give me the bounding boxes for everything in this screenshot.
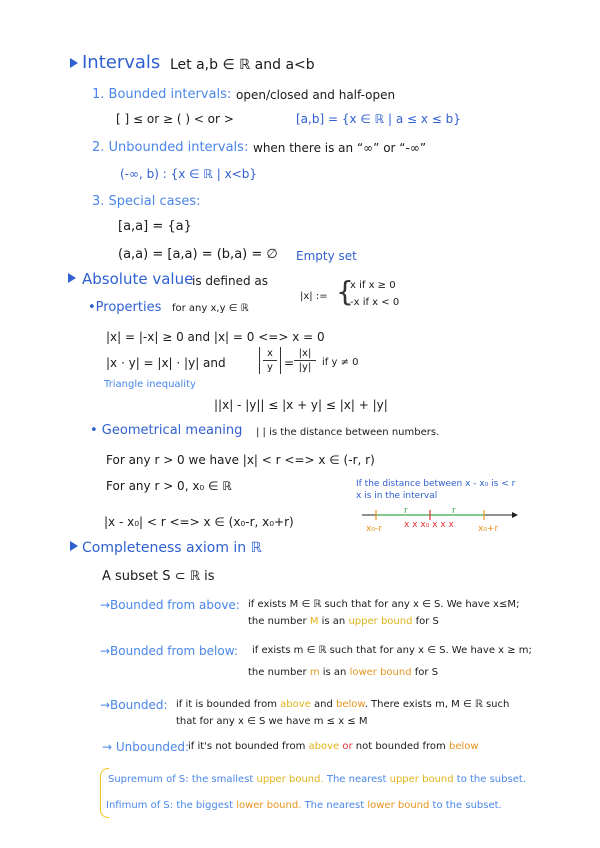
fraction-denominator: |y|: [298, 362, 312, 373]
property-2-condition: if y ≠ 0: [322, 357, 359, 368]
left-endpoint-label: x₀-r: [366, 524, 382, 534]
geometrical-meaning-desc: | | is the distance between numbers.: [256, 427, 440, 438]
intervals-heading: Intervals: [82, 52, 161, 73]
upper-bound-term: upper bound: [389, 774, 454, 785]
bounded-below-def-1: if exists m ∈ ℝ such that for any x ∈ S. We have x ≥ m;: [252, 645, 532, 656]
bounded-intervals-desc: open/closed and half-open: [236, 88, 396, 102]
property-2-fraction-lhs: [259, 347, 281, 374]
property-1: |x| = |-x| ≥ 0 and |x| = 0 <=> x = 0: [106, 330, 325, 344]
abs-def-case-1: x if x ≥ 0: [350, 280, 396, 291]
text: The nearest: [304, 800, 365, 811]
text: is an: [321, 616, 346, 627]
text: for S: [415, 616, 439, 627]
triangle-inequality-label: Triangle inequality: [104, 379, 196, 390]
bounded-example: [a,b] = {x ∈ ℝ | a ≤ x ≤ b}: [296, 112, 461, 126]
abs-def-lhs: |x| :=: [300, 291, 328, 302]
bounded-def-1: [176, 700, 509, 710]
supremum-line: [108, 775, 526, 785]
text: to the subset.: [432, 800, 502, 811]
bounded-symbols: [ ] ≤ or ≥ ( ) < or >: [116, 112, 234, 126]
empty-set-note: Empty set: [296, 249, 357, 263]
unbounded-intervals-desc: when there is an “∞” or “-∞”: [253, 141, 427, 155]
infimum-line: [106, 801, 502, 811]
bounded-above-def-2: [248, 617, 439, 627]
bounded-below-label: →Bounded from below:: [100, 644, 238, 658]
radius-label-right: r: [452, 506, 456, 516]
unbounded-example: (-∞, b) : {x ∈ ℝ | x<b}: [120, 167, 258, 181]
bounded-intervals-label: 1. Bounded intervals:: [92, 87, 232, 102]
properties-label: •Properties: [88, 300, 162, 315]
lower-bound-symbol: m: [309, 667, 320, 678]
abs-def-case-2: -x if x < 0: [350, 297, 400, 308]
property-2: |x · y| = |x| · |y| and: [106, 356, 226, 370]
fraction-denominator: y: [267, 362, 273, 373]
geometrical-line-2: For any r > 0, x₀ ∈ ℝ: [106, 479, 232, 493]
property-2-equals: =: [284, 356, 295, 370]
above-word: above: [308, 741, 340, 752]
text: the number: [248, 667, 307, 678]
below-word: below: [336, 699, 365, 710]
geometrical-line-1: For any r > 0 we have |x| < r <=> x ∈ (-r, r): [106, 453, 375, 467]
fraction-numerator: |x|: [294, 347, 316, 361]
lower-bound-term: lower bound.: [236, 800, 302, 811]
lower-bound-term: lower bound: [367, 800, 430, 811]
text: the number: [248, 616, 307, 627]
bounded-def-2: that for any x ∈ S we have m ≤ x ≤ M: [176, 716, 368, 727]
geometrical-line-3: |x - x₀| < r <=> x ∈ (x₀-r, x₀+r): [104, 515, 294, 529]
text: for S: [414, 667, 439, 678]
triangle-inequality: ||x| - |y|| ≤ |x + y| ≤ |x| + |y|: [214, 398, 388, 412]
bounded-below-def-2: [248, 668, 438, 678]
infimum-term: Infimum of S:: [106, 800, 174, 811]
fraction-numerator: x: [263, 347, 277, 361]
abs-def-brace: {: [336, 275, 354, 308]
completeness-heading: Completeness axiom in ℝ: [82, 540, 262, 556]
text: is an: [322, 667, 347, 678]
text: and: [314, 699, 333, 710]
property-2-fraction-rhs: [294, 347, 316, 374]
distance-note-2: x is in the interval: [356, 491, 438, 501]
properties-desc: for any x,y ∈ ℝ: [172, 303, 249, 314]
special-case-1: [a,a] = {a}: [118, 219, 192, 234]
special-cases-label: 3. Special cases:: [92, 194, 201, 209]
intervals-intro: Let a,b ∈ ℝ and a<b: [170, 57, 315, 73]
text: . There exists m, M ∈ ℝ such: [364, 699, 510, 710]
text: if it is bounded from: [176, 699, 277, 710]
absolute-value-heading: Absolute value: [82, 270, 194, 288]
unbounded-def: [188, 742, 479, 752]
number-line-arrowhead: [512, 512, 518, 518]
bullet-triangle-icon: [70, 58, 78, 68]
or-word: or: [342, 741, 353, 752]
text: The nearest: [326, 774, 387, 785]
unbounded-intervals-label: 2. Unbounded intervals:: [92, 140, 249, 155]
above-word: above: [280, 699, 311, 710]
center-points-label: x x x₀ x x x: [404, 520, 454, 530]
special-case-2: (a,a) = [a,a) = (b,a) = ∅: [118, 247, 278, 262]
text: not bounded from: [355, 741, 446, 752]
text: if it's not bounded from: [188, 741, 306, 752]
unbounded-label: → Unbounded:: [102, 740, 190, 754]
absolute-value-heading-rest: is defined as: [192, 274, 268, 288]
text: the smallest: [191, 774, 254, 785]
distance-note-1: If the distance between x - x₀ is < r: [356, 479, 516, 489]
right-endpoint-label: x₀+r: [478, 524, 499, 534]
subset-intro: A subset S ⊂ ℝ is: [102, 569, 215, 584]
geometrical-meaning-label: • Geometrical meaning: [90, 423, 243, 438]
bounded-above-label: →Bounded from above:: [100, 598, 240, 612]
supremum-term: Supremum of S:: [108, 774, 189, 785]
upper-bound-term: upper bound: [348, 616, 413, 627]
radius-label-left: r: [404, 506, 408, 516]
upper-bound-term: upper bound.: [256, 774, 324, 785]
text: the biggest: [176, 800, 234, 811]
lower-bound-term: lower bound: [349, 667, 412, 678]
below-word: below: [448, 741, 479, 752]
text: to the subset.: [456, 774, 526, 785]
bullet-triangle-icon: [68, 273, 76, 283]
bounded-above-def-1: if exists M ∈ ℝ such that for any x ∈ S. We have x≤M;: [248, 599, 520, 610]
bullet-triangle-icon: [70, 541, 78, 551]
bounded-label: →Bounded:: [100, 698, 168, 712]
upper-bound-symbol: M: [309, 616, 319, 627]
